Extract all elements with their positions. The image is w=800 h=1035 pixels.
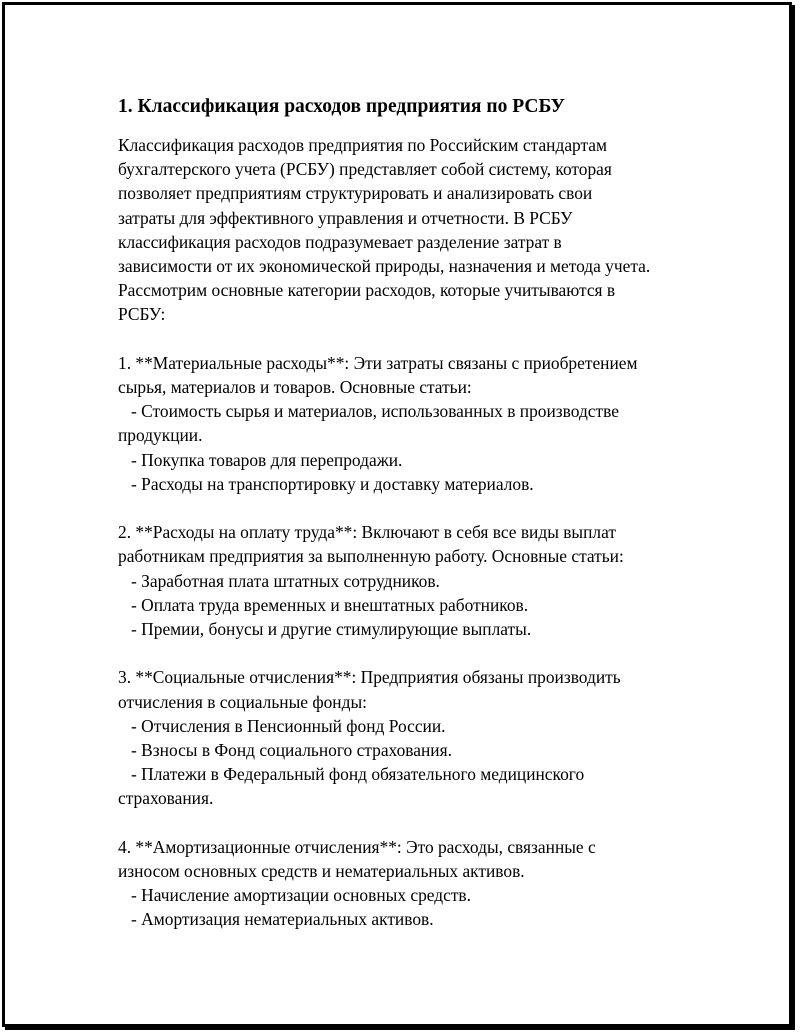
paragraph-gap	[118, 327, 718, 351]
paragraph-gap	[118, 641, 718, 665]
document-body	[118, 93, 718, 932]
section-labor-expenses: 2. **Расходы на оплату труда**: Включают в себя все виды выплат работникам предприятия за выполненную работу. Основные статьи: - Заработная плата штатных сотрудников. - Оплата труда временных и внештатных работников. - Премии, бонусы и другие стимулирующие выплаты.	[118, 522, 624, 640]
paragraph-gap	[118, 496, 718, 520]
section-material-expenses: 1. **Материальные расходы**: Эти затраты связаны с приобретением сырья, материалов и товаров. Основные статьи: - Стоимость сырья и материалов, использованных в производстве продукции. - Покупка товаров для перепродажи. - Расходы на транспортировку и доставку материалов.	[118, 352, 638, 494]
paragraph-gap	[118, 811, 718, 835]
section-social-contributions: 3. **Социальные отчисления**: Предприятия обязаны производить отчисления в социальные фонды: - Отчисления в Пенсионный фонд России. - Взносы в Фонд социального страхования. - Платежи в Федеральный фонд обязательного медицинского страхования.	[118, 667, 621, 809]
document-heading: 1. Классификация расходов предприятия по РСБУ	[118, 96, 565, 117]
intro-paragraph: Классификация расходов предприятия по Российским стандартам бухгалтерского учета (РСБУ) представляет собой систему, которая позволяет предприятиям структурировать и анализировать свои затраты для эффективного управления и отчетности. В РСБУ классификация расходов подразумевает разделение затрат в зависимости от их экономической природы, назначения и метода учета. Рассмотрим основные категории расходов, которые учитываются в РСБУ:	[118, 135, 651, 325]
section-depreciation: 4. **Амортизационные отчисления**: Это расходы, связанные с износом основных средств и нематериальных активов. - Начисление амортизации основных средств. - Амортизация нематериальных активов.	[118, 836, 596, 930]
